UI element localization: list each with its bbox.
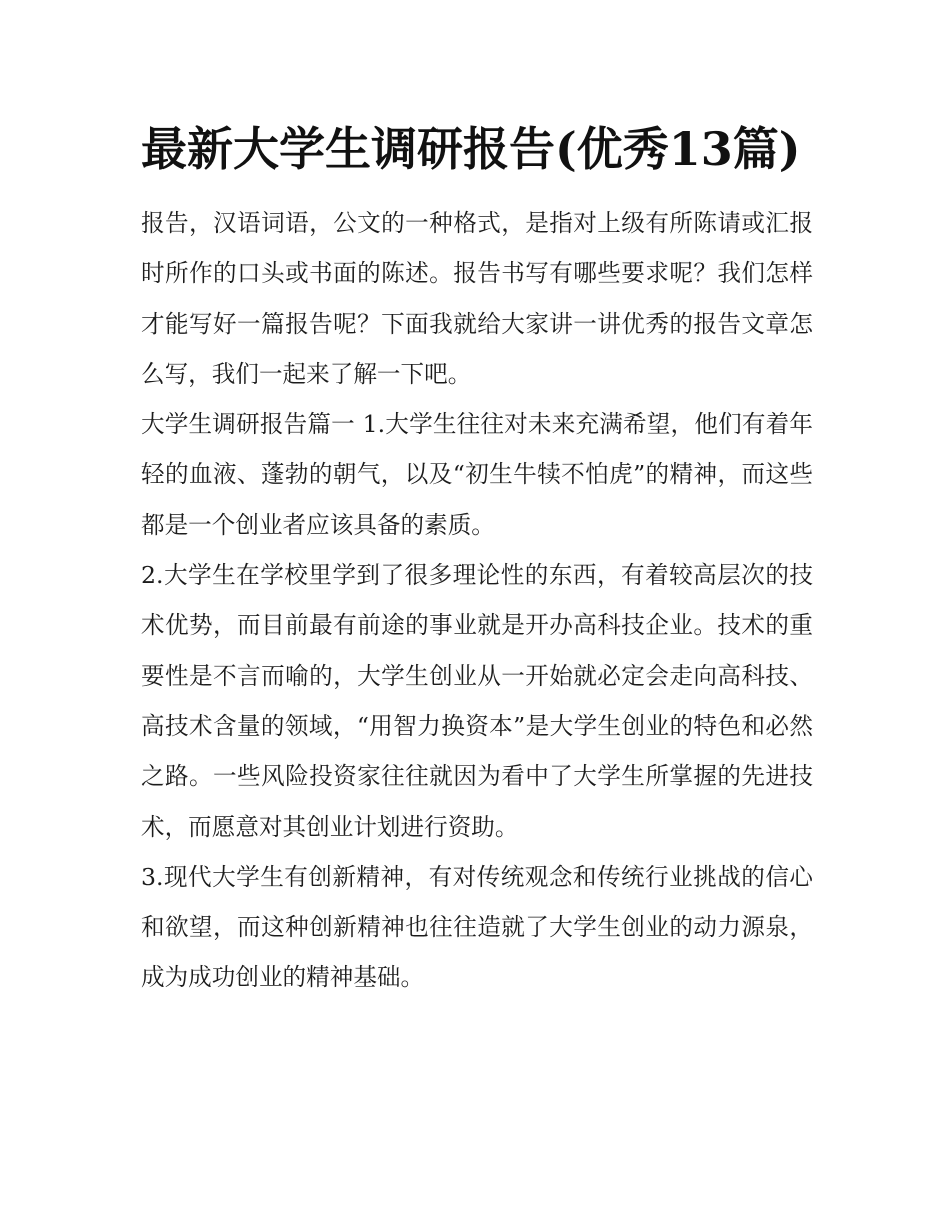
document-body [141, 198, 813, 1003]
paragraph-intro: 报告，汉语词语，公文的一种格式，是指对上级有所陈请或汇报时所作的口头或书面的陈述。报告书写有哪些要求呢？我们怎样才能写好一篇报告呢？下面我就给大家讲一讲优秀的报告文章怎么写，我们一起来了解一下吧。 [141, 209, 813, 388]
paragraph-point-2: 2.大学生在学校里学到了很多理论性的东西，有着较高层次的技术优势，而目前最有前途的事业就是开办高科技企业。技术的重要性是不言而喻的，大学生创业从一开始就必定会走向高科技、高技术含量的领域，“用智力换资本”是大学生创业的特色和必然之路。一些风险投资家往往就因为看中了大学生所掌握的先进技术，而愿意对其创业计划进行资助。 [141, 561, 813, 841]
document-title: 最新大学生调研报告(优秀13篇) [141, 122, 801, 176]
document-page [141, 112, 813, 1003]
paragraph-point-1: 大学生调研报告篇一 1.大学生往往对未来充满希望，他们有着年轻的血液、蓬勃的朝气，以及“初生牛犊不怕虎”的精神，而这些都是一个创业者应该具备的素质。 [141, 410, 813, 539]
paragraph-point-3: 3.现代大学生有创新精神，有对传统观念和传统行业挑战的信心和欲望，而这种创新精神也往往造就了大学生创业的动力源泉，成为成功创业的精神基础。 [141, 862, 813, 992]
